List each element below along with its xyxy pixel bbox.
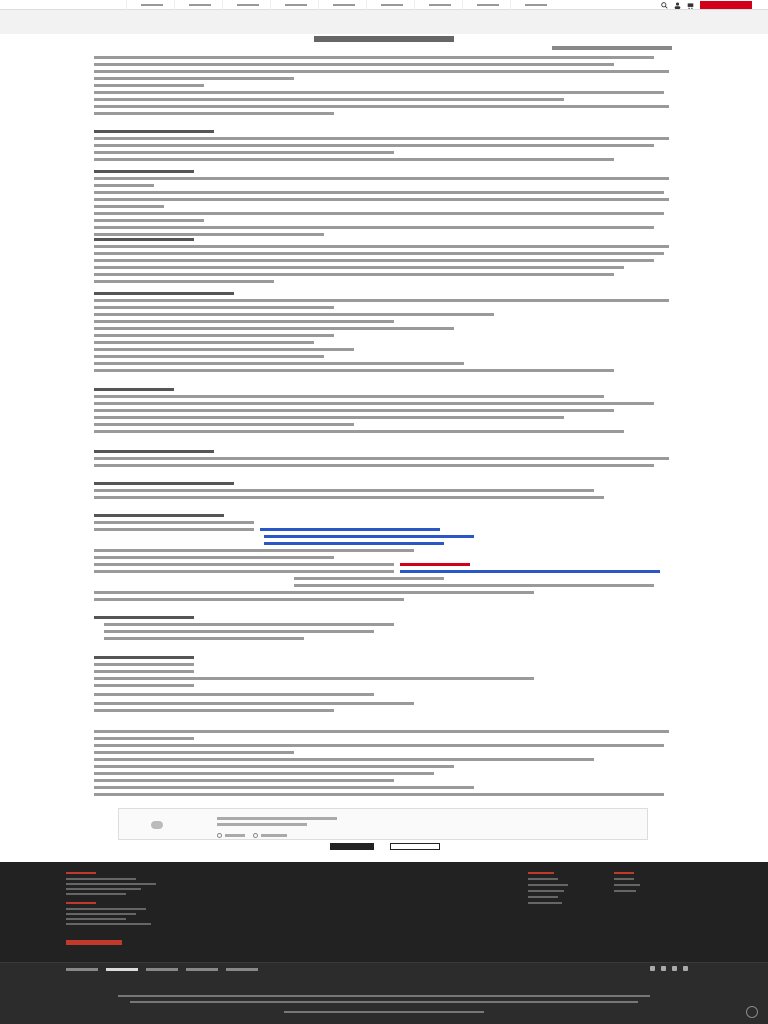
courier-row	[94, 570, 674, 573]
text-line	[94, 779, 394, 782]
privacy-link[interactable]	[106, 968, 138, 971]
footer-link[interactable]	[528, 902, 562, 904]
text-line	[94, 334, 334, 337]
text-line	[94, 151, 394, 154]
text-line	[94, 751, 294, 754]
legal-text	[118, 995, 650, 997]
cart-icon[interactable]	[687, 2, 694, 9]
abko-brand-logo	[66, 940, 122, 945]
support-link[interactable]	[264, 542, 444, 545]
nav-item-1[interactable]	[126, 0, 174, 10]
footer-heading	[528, 872, 554, 874]
policy-section	[94, 482, 674, 503]
text-line	[94, 489, 594, 492]
footer-heading	[66, 872, 96, 874]
text-line	[94, 663, 194, 666]
cancel-button[interactable]	[390, 843, 440, 850]
user-icon[interactable]	[674, 2, 681, 9]
policy-section	[94, 388, 674, 437]
policy-section	[94, 616, 674, 644]
footer-text	[66, 883, 156, 885]
legal-bar	[0, 962, 768, 1024]
footer-link[interactable]	[528, 878, 558, 880]
site-footer	[0, 862, 768, 962]
text-line	[94, 105, 669, 108]
document-title	[314, 36, 454, 42]
text-line	[94, 84, 204, 87]
text-line	[94, 219, 204, 222]
footer-text	[66, 888, 141, 890]
nav-item-label	[333, 4, 355, 6]
consent-box	[118, 808, 648, 840]
text-line	[94, 259, 654, 262]
text-line	[94, 549, 414, 552]
text-line	[94, 786, 474, 789]
policy-section	[94, 170, 674, 240]
text-line	[94, 233, 324, 236]
nav-item-2[interactable]	[174, 0, 222, 10]
consent-text	[217, 823, 307, 826]
text-line	[94, 772, 434, 775]
document-date	[552, 46, 672, 50]
text-line	[94, 744, 664, 747]
text-line	[94, 758, 594, 761]
text-line	[94, 63, 614, 66]
legal-text	[130, 1001, 638, 1003]
text-line	[94, 306, 334, 309]
text-line	[94, 245, 669, 248]
footer-text	[66, 923, 151, 925]
text-line	[294, 577, 444, 580]
text-line	[94, 702, 414, 705]
text-line	[94, 395, 604, 398]
section-heading	[94, 616, 194, 619]
footer-link[interactable]	[614, 890, 636, 892]
address-row	[94, 563, 674, 566]
text-line	[94, 348, 354, 351]
text-line	[94, 737, 194, 740]
text-line	[94, 205, 164, 208]
nav-item-label	[477, 4, 499, 6]
section-heading	[94, 450, 214, 453]
copyright-text	[284, 1011, 484, 1013]
footer-link[interactable]	[528, 890, 564, 892]
section-heading	[94, 514, 224, 517]
text-line	[94, 684, 194, 687]
consent-text	[217, 817, 337, 820]
agree-radio[interactable]	[217, 833, 222, 838]
text-line	[94, 355, 324, 358]
nav-item-5[interactable]	[318, 0, 366, 10]
text-line	[104, 630, 374, 633]
nav-item-8[interactable]	[462, 0, 510, 10]
text-line	[94, 409, 614, 412]
text-line	[94, 677, 534, 680]
section-heading	[94, 482, 234, 485]
text-line	[94, 430, 624, 433]
youtube-icon[interactable]	[672, 966, 677, 971]
support-link[interactable]	[260, 528, 440, 531]
info-icon	[151, 821, 163, 829]
search-icon[interactable]	[661, 2, 668, 9]
nav-item-label	[285, 4, 307, 6]
footer-link[interactable]	[614, 878, 634, 880]
padbank-brand-logo	[66, 948, 110, 956]
company-link[interactable]	[146, 968, 178, 971]
text-line	[94, 730, 669, 733]
nav-item-9[interactable]	[510, 0, 558, 10]
nav-item-label	[381, 4, 403, 6]
text-line	[94, 198, 669, 201]
support-link[interactable]	[264, 535, 474, 538]
text-line	[94, 327, 454, 330]
text-line	[94, 521, 254, 524]
text-line	[94, 273, 614, 276]
text-line	[94, 184, 154, 187]
text-line	[94, 137, 669, 140]
footer-heading	[66, 902, 96, 904]
page-header	[0, 10, 768, 34]
text-line	[104, 637, 304, 640]
text-line	[94, 144, 654, 147]
text-line	[94, 563, 394, 566]
text-line	[94, 402, 654, 405]
text-line	[94, 765, 454, 768]
main-nav	[126, 0, 558, 10]
courier-link[interactable]	[400, 570, 660, 573]
text-line	[94, 591, 534, 594]
nav-item-7[interactable]	[414, 0, 462, 10]
policy-section	[94, 450, 674, 471]
text-line	[104, 623, 394, 626]
footer-heading	[614, 872, 634, 874]
text-line	[94, 226, 654, 229]
text-line	[94, 56, 654, 59]
legal-links	[66, 968, 258, 971]
text-line	[94, 693, 374, 696]
nav-item-label	[429, 4, 451, 6]
nav-item-4[interactable]	[270, 0, 318, 10]
text-line	[94, 266, 624, 269]
text-line	[94, 416, 564, 419]
text-line	[94, 299, 669, 302]
footer-link[interactable]	[614, 884, 640, 886]
text-line	[94, 77, 294, 80]
section-heading	[94, 292, 234, 295]
terms-link[interactable]	[66, 968, 98, 971]
nav-item-label	[141, 4, 163, 6]
legal-logo	[361, 982, 407, 989]
disagree-label	[261, 834, 287, 837]
text-line	[94, 362, 464, 365]
nav-item-label	[189, 4, 211, 6]
text-line	[94, 556, 334, 559]
text-line	[94, 191, 664, 194]
text-line	[94, 313, 494, 316]
intro-section	[94, 56, 674, 119]
text-line	[94, 709, 334, 712]
service-center-section	[94, 656, 674, 716]
text-line	[94, 112, 334, 115]
link-row	[94, 528, 674, 531]
partner-link[interactable]	[226, 968, 258, 971]
top-navigation-bar	[0, 0, 768, 10]
text-line	[94, 570, 394, 573]
footer-text	[66, 913, 136, 915]
agree-label	[225, 834, 245, 837]
policy-document	[94, 36, 674, 804]
text-line	[94, 528, 254, 531]
text-line	[94, 158, 614, 161]
text-line	[94, 91, 664, 94]
text-line	[294, 584, 654, 587]
section-heading	[94, 170, 194, 173]
section-heading	[94, 238, 194, 241]
notice-section	[94, 730, 674, 800]
header-utilities	[661, 1, 752, 9]
abko-logo[interactable]	[80, 1, 118, 9]
disagree-radio[interactable]	[253, 833, 258, 838]
text-line	[94, 464, 654, 467]
section-heading	[94, 388, 174, 391]
footer-text	[66, 918, 126, 920]
policy-section	[94, 238, 674, 287]
text-line	[94, 70, 669, 73]
text-line	[94, 670, 194, 673]
highlight-text	[400, 563, 470, 566]
social-links	[650, 966, 688, 971]
text-line	[94, 457, 669, 460]
reception-section	[94, 514, 674, 605]
policy-section	[94, 292, 674, 376]
login-button[interactable]	[700, 1, 752, 9]
submit-button[interactable]	[330, 843, 374, 850]
nav-item-label	[525, 4, 547, 6]
nav-item-3[interactable]	[222, 0, 270, 10]
scroll-to-top-button[interactable]	[746, 1006, 758, 1018]
text-line	[94, 280, 274, 283]
footer-text	[66, 908, 146, 910]
text-line	[94, 252, 664, 255]
text-line	[94, 320, 394, 323]
footer-text	[66, 893, 126, 895]
footer-text	[66, 878, 136, 880]
text-line	[94, 212, 664, 215]
policy-section	[94, 130, 674, 165]
text-line	[94, 598, 404, 601]
text-line	[94, 793, 664, 796]
section-heading	[94, 656, 194, 659]
footer-link[interactable]	[528, 896, 558, 898]
text-line	[94, 98, 564, 101]
text-line	[94, 369, 614, 372]
text-line	[94, 341, 314, 344]
instagram-icon[interactable]	[661, 966, 666, 971]
section-heading	[94, 130, 214, 133]
as-link[interactable]	[186, 968, 218, 971]
text-line	[94, 423, 354, 426]
text-line	[94, 496, 604, 499]
blog-icon[interactable]	[683, 966, 688, 971]
nav-item-6[interactable]	[366, 0, 414, 10]
facebook-icon[interactable]	[650, 966, 655, 971]
nav-item-label	[237, 4, 259, 6]
text-line	[94, 177, 669, 180]
footer-link[interactable]	[528, 884, 568, 886]
